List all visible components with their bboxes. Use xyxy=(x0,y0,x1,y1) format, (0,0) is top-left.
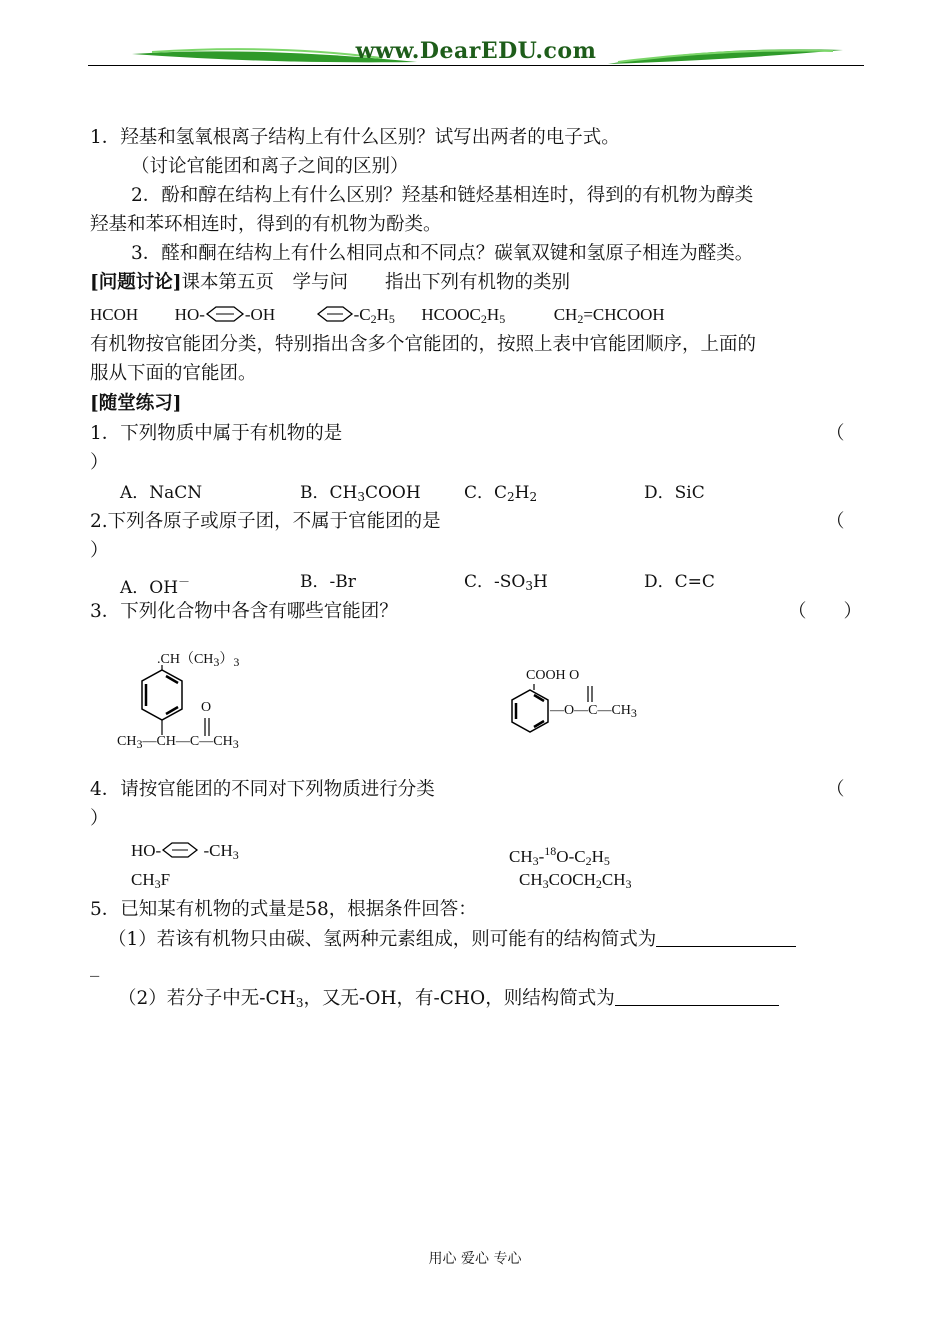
compound-row xyxy=(90,303,665,331)
discussion-line xyxy=(90,271,570,295)
exercise-5-part-1-wrap: _ xyxy=(90,956,100,977)
site-header xyxy=(88,36,864,70)
question-1: 1．羟基和氢氧根离子结构上有什么区别？试写出两者的电子式。 xyxy=(90,127,620,148)
exercise-1-stem: 1．下列物质中属于有机物的是 xyxy=(90,423,343,444)
exercise-5-stem: 5．已知某有机物的式量是58，根据条件回答： xyxy=(90,899,477,920)
question-1-note: （讨论官能团和离子之间的区别） xyxy=(131,156,409,177)
sorting-line-2: 服从下面的官能团。 xyxy=(90,363,257,384)
exercise-2-paren-close: ） xyxy=(90,540,109,561)
option-a[interactable]: A．OH－ xyxy=(120,575,191,598)
exercise-1-paren-close: ） xyxy=(90,452,109,473)
substance-p-cresol: HO- $-CH_3$ xyxy=(131,841,239,862)
option-d[interactable]: D．SiC xyxy=(644,483,705,503)
page-footer: 用心 爱心 专心 xyxy=(428,1251,522,1267)
exercise-5-part-2: （2）若分子中无$-CH_3$，又无-OH，有-CHO，则结构简式为 xyxy=(118,987,779,1015)
benzene-ring-icon xyxy=(316,305,354,323)
practice-heading: [随堂练习] xyxy=(90,393,182,414)
compound-hcoh: HCOH xyxy=(90,305,139,324)
exercise-1-paren-open: （ xyxy=(826,423,845,444)
exercise-2-stem: 2.下列各原子或原子团，不属于官能团的是 xyxy=(90,511,441,532)
molecule-2-carbonyl-bond xyxy=(584,684,596,704)
site-brand[interactable]: www.DearEDU.com xyxy=(355,38,597,64)
molecule-1-chain: CH3—CH—C—CH3 xyxy=(117,734,239,751)
option-b[interactable]: B．$CH_3COOH$ xyxy=(300,483,421,504)
question-2-line-1: 2．酚和醇在结构上有什么区别？羟基和链烃基相连时，得到的有机物为醇类 xyxy=(131,185,754,206)
answer-blank-1[interactable] xyxy=(656,928,796,947)
exercise-4-stem: 4．请按官能团的不同对下列物质进行分类 xyxy=(90,779,435,800)
substance-fluoromethane: $CH_3F$ xyxy=(131,870,171,891)
question-2-line-2: 羟基和苯环相连时，得到的有机物为酚类。 xyxy=(90,214,442,235)
option-c[interactable]: C．$C_2H_2$ xyxy=(464,483,538,504)
option-c[interactable]: C．$-SO_3H$ xyxy=(464,572,548,593)
sorting-line-1: 有机物按官能团分类，特别指出含多个官能团的，按照上表中官能团顺序，上面的 xyxy=(90,334,757,355)
benzene-ring-icon xyxy=(161,841,199,859)
option-d[interactable]: D．C=C xyxy=(644,572,715,592)
molecule-1-oxygen: O xyxy=(201,700,212,715)
exercise-3-paren: （ ） xyxy=(788,601,863,622)
compound-acrylic-acid: $CH_2=CHCOOH$ xyxy=(553,305,665,326)
option-b[interactable]: B．-Br xyxy=(300,572,356,592)
option-a[interactable]: A．NaCN xyxy=(120,483,203,503)
molecule-1-top-group: .CH（CH3）3 xyxy=(157,652,240,669)
question-3: 3．醛和酮在结构上有什么相同点和不同点？碳氧双键和氢原子相连为醛类。 xyxy=(131,243,754,264)
exercise-4-paren-close: ） xyxy=(90,808,109,829)
discussion-text: 课本第五页 学与问 指出下列有机物的类别 xyxy=(181,272,571,293)
compound-hydroquinone: HO- -OH xyxy=(174,305,276,324)
molecule-1-benzene-ring xyxy=(140,665,210,745)
substance-butanone: $CH_3COCH_2CH_3$ xyxy=(519,870,632,891)
discussion-tag: [问题讨论] xyxy=(90,272,182,293)
exercise-5-part-1: （1）若该有机物只由碳、氢两种元素组成，则可能有的结构简式为 xyxy=(108,928,796,952)
benzene-ring-icon xyxy=(205,305,245,323)
compound-ethyl-formate: $HCOOC_2H_5$ xyxy=(421,305,506,326)
molecule-2-chain: —O—C—CH3 xyxy=(550,703,637,720)
substance-ethyl-methyl-ether: $CH_3-^{18}O-C_2H_5$ xyxy=(509,844,610,868)
compound-ethylbenzene: $-C_2H_5$ xyxy=(316,305,395,324)
answer-blank-2[interactable] xyxy=(615,987,779,1006)
exercise-2-paren-open: （ xyxy=(826,511,845,532)
exercise-4-paren-open: （ xyxy=(826,779,845,800)
exercise-3-stem: 3．下列化合物中各含有哪些官能团？ xyxy=(90,601,398,622)
molecule-2-top-groups: COOH O xyxy=(526,668,580,683)
header-rule xyxy=(88,65,864,66)
